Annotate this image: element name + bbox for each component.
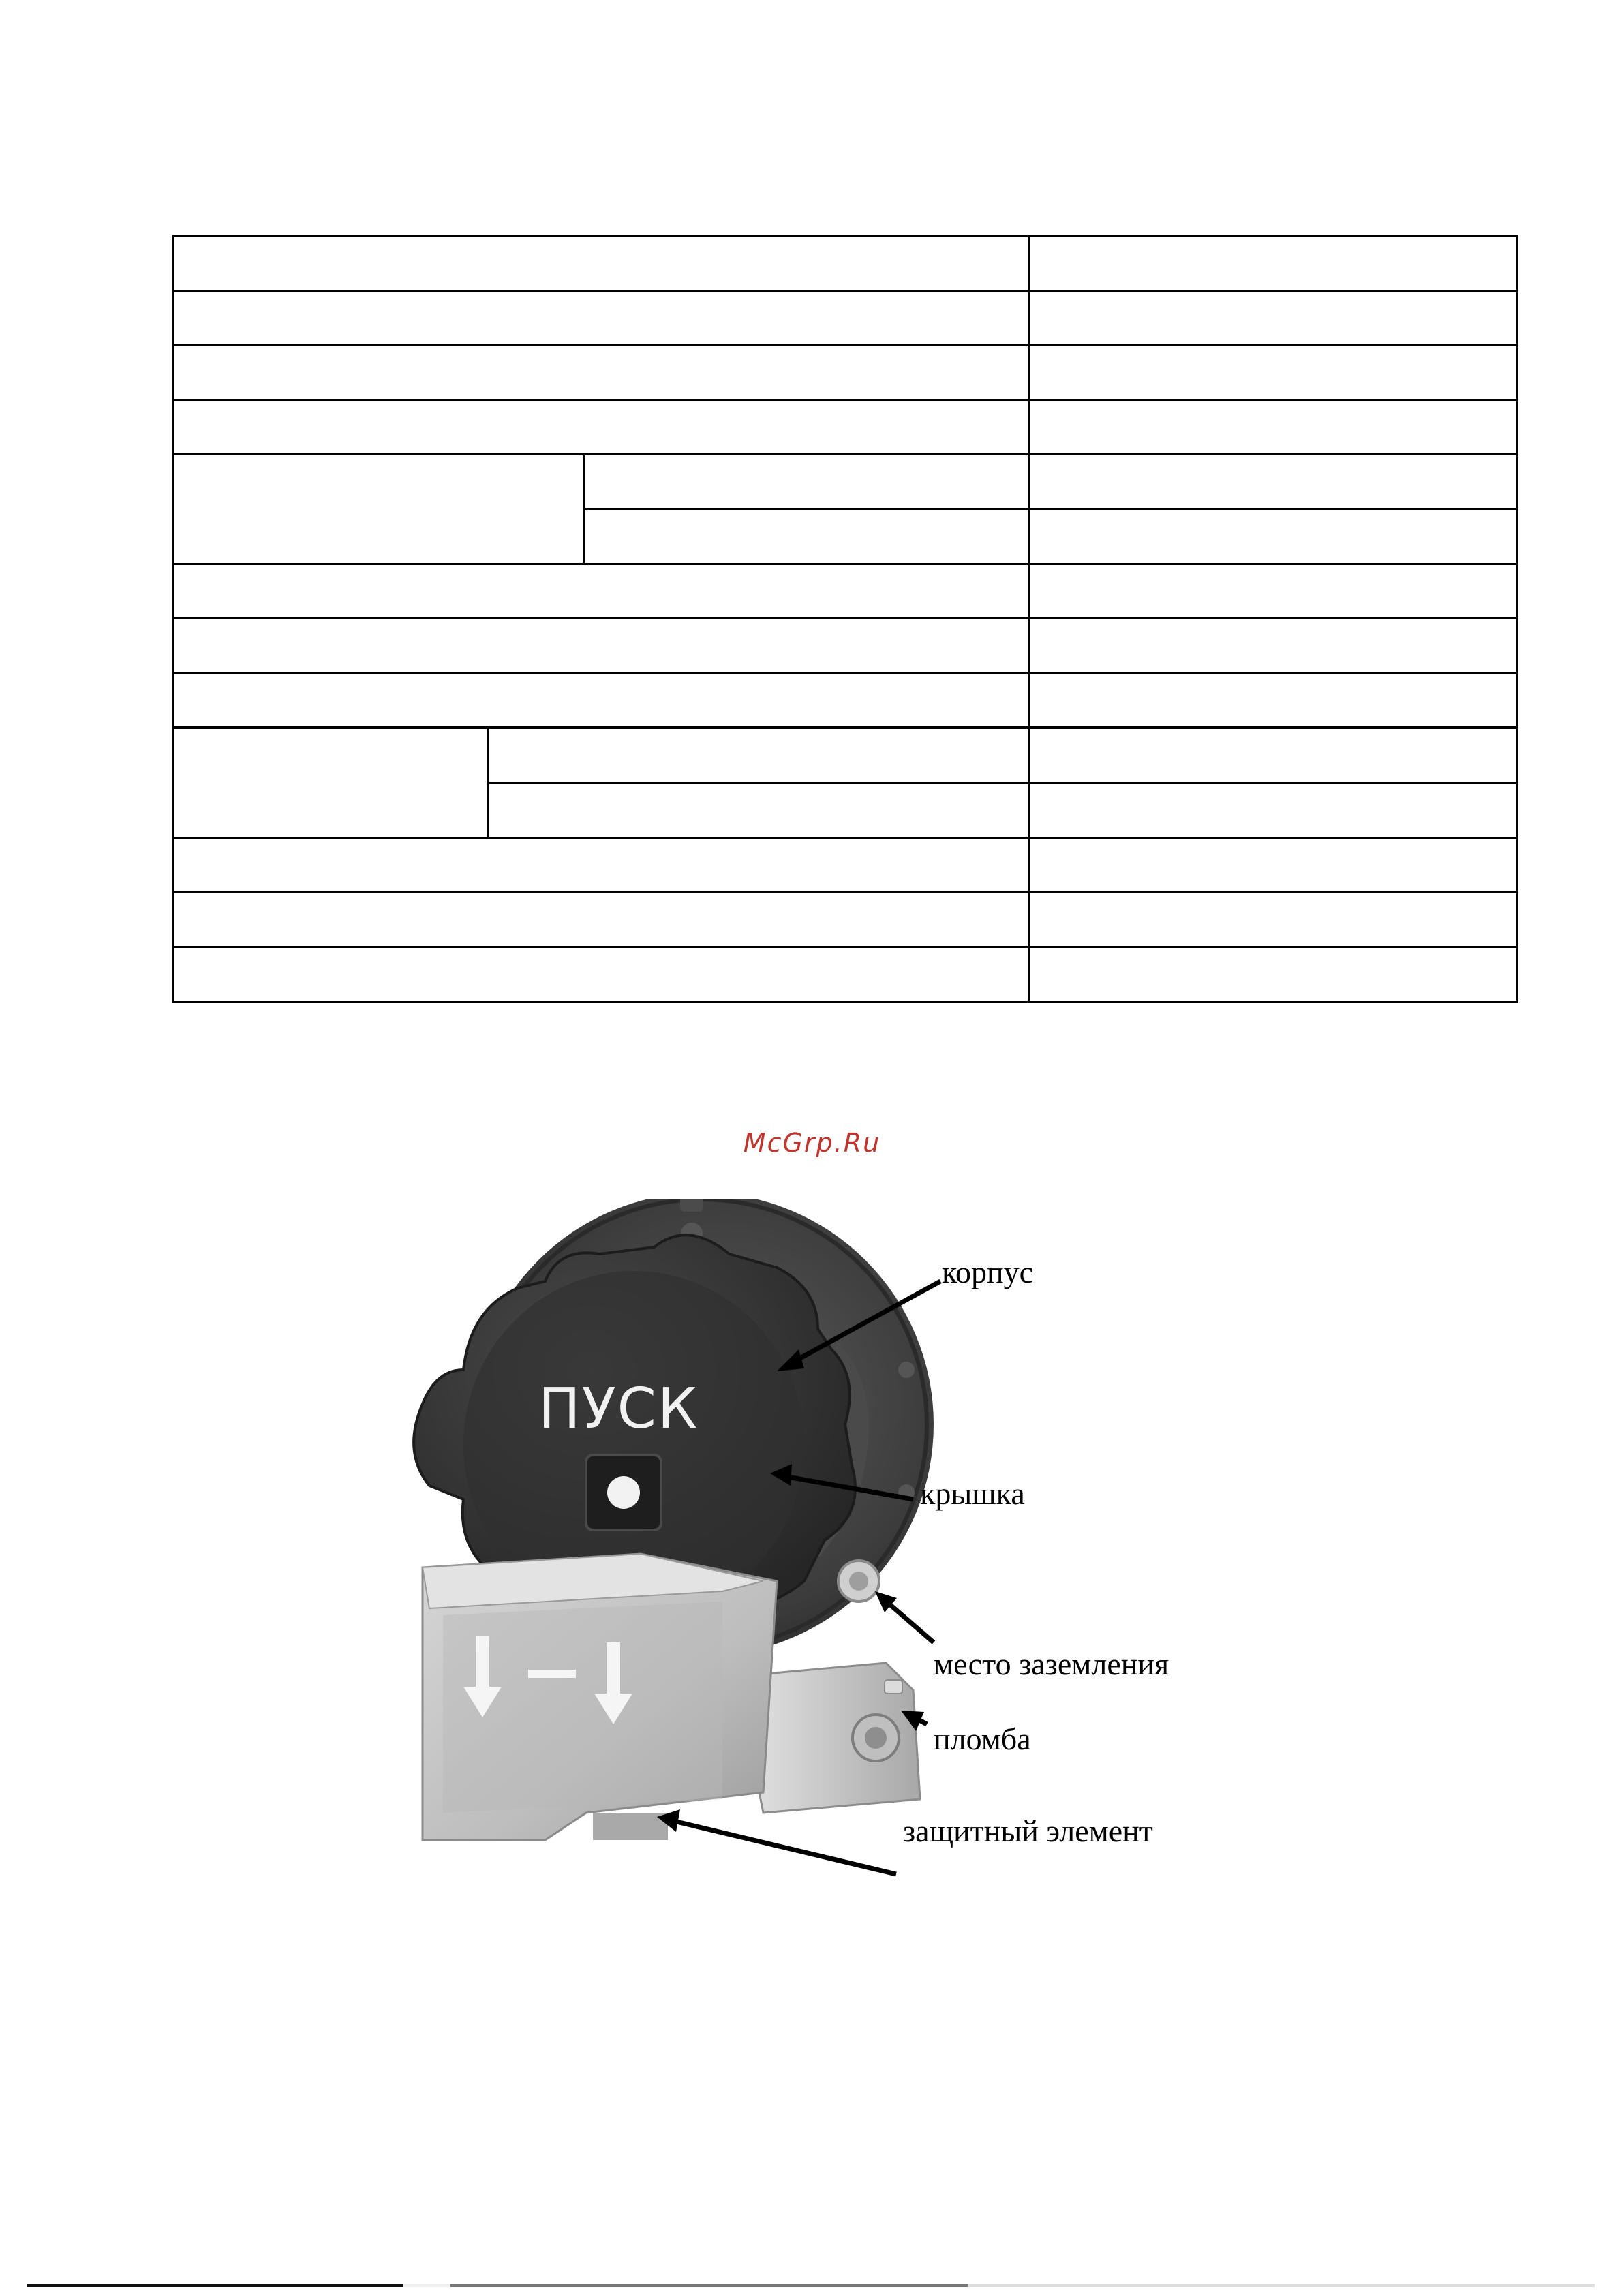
table-border-top [172, 235, 1518, 237]
table-row-separator [172, 344, 1518, 346]
dash-mark [528, 1670, 576, 1678]
callout-housing: корпус [942, 1255, 1034, 1289]
grounding-screw [838, 1561, 879, 1602]
table-subrow-separator [487, 782, 1518, 784]
table-row-separator [172, 946, 1518, 948]
table-row-separator [172, 617, 1518, 619]
table-row-separator [172, 563, 1518, 565]
guard-element [423, 1554, 777, 1840]
callout-grounding: место заземления [934, 1647, 1169, 1681]
scan-edge-artifact [27, 2284, 1595, 2287]
watermark-text: McGrp.Ru [743, 1128, 881, 1158]
device-figure [382, 1199, 1308, 1908]
device-illustration [382, 1199, 1308, 1908]
table-row-separator [172, 290, 1518, 292]
table-row-separator [172, 726, 1518, 729]
table-row-separator [172, 453, 1518, 455]
table-subrow-separator [583, 508, 1518, 510]
table-border-bottom [172, 1001, 1518, 1003]
device-face-label: ПУСК [538, 1377, 699, 1441]
callout-seal: пломба [934, 1721, 1031, 1756]
callout-cover: крышка [920, 1476, 1025, 1511]
table-row-separator [172, 891, 1518, 893]
table-row-separator [172, 837, 1518, 839]
callout-guard: защитный элемент [903, 1813, 1153, 1848]
table-row-separator [172, 672, 1518, 674]
spec-table [172, 235, 1518, 1003]
table-row-separator [172, 399, 1518, 401]
